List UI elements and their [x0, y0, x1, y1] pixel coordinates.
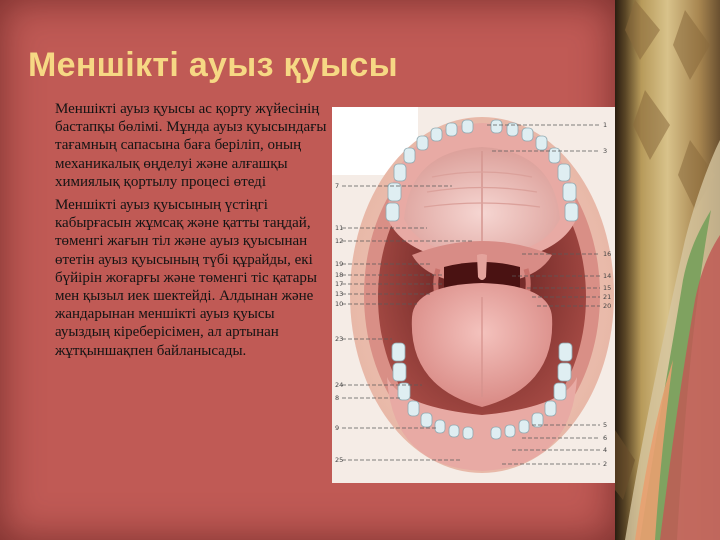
paragraph-2: Меншікті ауыз қуысының үстіңгі кабырғасын жұмсақ және қатты таңдай, төменгі жағын тіл және ауыз қуысынан өтетін ауыз қуысының түбі құрайды, екі бүйірін жоғарғы және төменгі тіс қатары мен қызыл иек шектейді. Алдынан және жандарынан меншікті ауыз қуысы ауыздың кіреберісімен, ал артынан жұтқыншақпен байланысады.: [55, 197, 317, 359]
label-4: 4: [603, 446, 608, 454]
label-20: 20: [603, 302, 612, 310]
slide-title: Меншікті ауыз қуысы: [28, 46, 398, 84]
label-3: 3: [603, 147, 608, 155]
label-11: 11: [335, 224, 344, 232]
label-12: 12: [335, 237, 344, 245]
leaf-pattern: [615, 0, 720, 540]
label-25: 25: [335, 456, 344, 464]
label-18: 18: [335, 271, 344, 279]
label-5: 5: [603, 421, 608, 429]
label-8: 8: [335, 394, 340, 402]
label-15: 15: [603, 284, 612, 292]
oral-cavity-drawing: [332, 107, 615, 483]
decorative-side-strip: [615, 0, 720, 540]
label-1: 1: [603, 121, 608, 129]
slide-body-text: [55, 100, 327, 365]
label-13: 13: [335, 290, 344, 298]
label-23: 23: [335, 335, 344, 343]
label-19: 19: [335, 260, 344, 268]
label-14: 14: [603, 272, 612, 280]
label-21: 21: [603, 293, 612, 301]
label-10: 10: [335, 300, 344, 308]
label-16: 16: [603, 250, 612, 258]
label-24: 24: [335, 381, 344, 389]
label-2: 2: [603, 460, 608, 468]
paragraph-1: Меншікті ауыз қуысы ас қорту жүйесінің бастапқы бөлімі. Мұнда ауыз қуысындағы тағамның сапасына баға беріліп, оның механикалық өңделуі және алғашқы химиялық қортылу процесі өтеді: [55, 101, 327, 190]
label-9: 9: [335, 424, 340, 432]
oral-cavity-illustration: [332, 107, 615, 483]
label-7: 7: [335, 182, 340, 190]
uvula: [477, 254, 487, 280]
label-6: 6: [603, 434, 608, 442]
label-17: 17: [335, 280, 344, 288]
